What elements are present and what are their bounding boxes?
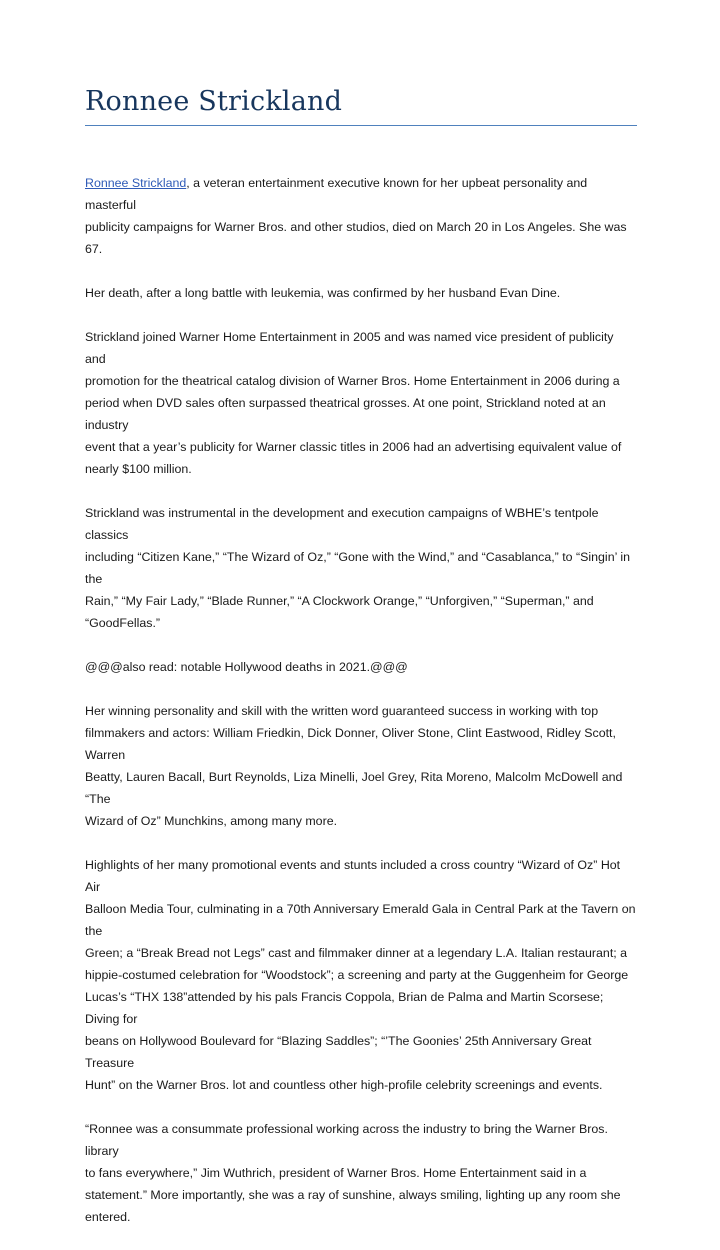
name-link[interactable]: Ronnee Strickland [85,176,187,190]
paragraph-highlights: Highlights of her many promotional events and stunts included a cross country “Wizard of Oz” Hot Air Balloon Media Tour, culminating in a 70th Anniversary Emerald Gala in Central Park at the Tavern on the Green; a “Break Bread not Legs” cast and filmmaker dinner at a legendary L.A. Italian restaurant; a hippie-costumed celebration for “Woodstock”; a screening and party at the Guggenheim for George Lucas’s “THX 138”attended by his pals Francis Coppola, Brian de Palma and Martin Scorsese; Diving for beans on Hollywood Boulevard for “Blazing Saddles”; “’The Goonies’ 25th Anniversary Great Treasure Hunt” on the Warner Bros. lot and countless other high-profile celebrity screenings and events. [85,858,636,1092]
paragraph-also-read: @@@also read: notable Hollywood deaths in 2021.@@@ [85,660,408,674]
title-underline-divider [85,125,637,126]
paragraph-intro [85,172,637,260]
paragraph-death: Her death, after a long battle with leukemia, was confirmed by her husband Evan Dine. [85,286,561,300]
paragraph-intro-text: , a veteran entertainment executive known for her upbeat personality and masterful publicity campaigns for Warner Bros. and other studios, died on March 20 in Los Angeles. She was 67. [85,176,627,256]
paragraph-personality: Her winning personality and skill with the written word guaranteed success in working with top filmmakers and actors: William Friedkin, Dick Donner, Oliver Stone, Clint Eastwood, Ridley Scott, Warren Beatty, Lauren Bacall, Burt Reynolds, Liza Minelli, Joel Grey, Rita Moreno, Malcolm McDowell and “The Wizard of Oz” Munchkins, among many more. [85,704,623,828]
page-title: Ronnee Strickland [85,86,343,117]
paragraph-career: Strickland joined Warner Home Entertainment in 2005 and was named vice president of publicity and promotion for the theatrical catalog division of Warner Bros. Home Entertainment in 2006 during a period when DVD sales often surpassed theatrical grosses. At one point, Strickland noted at an industry event that a year’s publicity for Warner classic titles in 2006 had an advertising equivalent value of nearly $100 million. [85,330,622,476]
paragraph-quote: “Ronnee was a consummate professional working across the industry to bring the Warner Bros. library to fans everywhere,” Jim Wuthrich, president of Warner Bros. Home Entertainment said in a statement.” More importantly, she was a ray of sunshine, always smiling, lighting up any room she entered. [85,1122,621,1224]
paragraph-campaigns: Strickland was instrumental in the development and execution campaigns of WBHE’s tentpole classics including “Citizen Kane,” “The Wizard of Oz,” “Gone with the Wind,” and “Casablanca,” to “Singin’ in the Rain,” “My Fair Lady,” “Blade Runner,” “A Clockwork Orange,” “Unforgiven,” “Superman,” and “GoodFellas.” [85,506,630,630]
article-body [85,172,637,1250]
